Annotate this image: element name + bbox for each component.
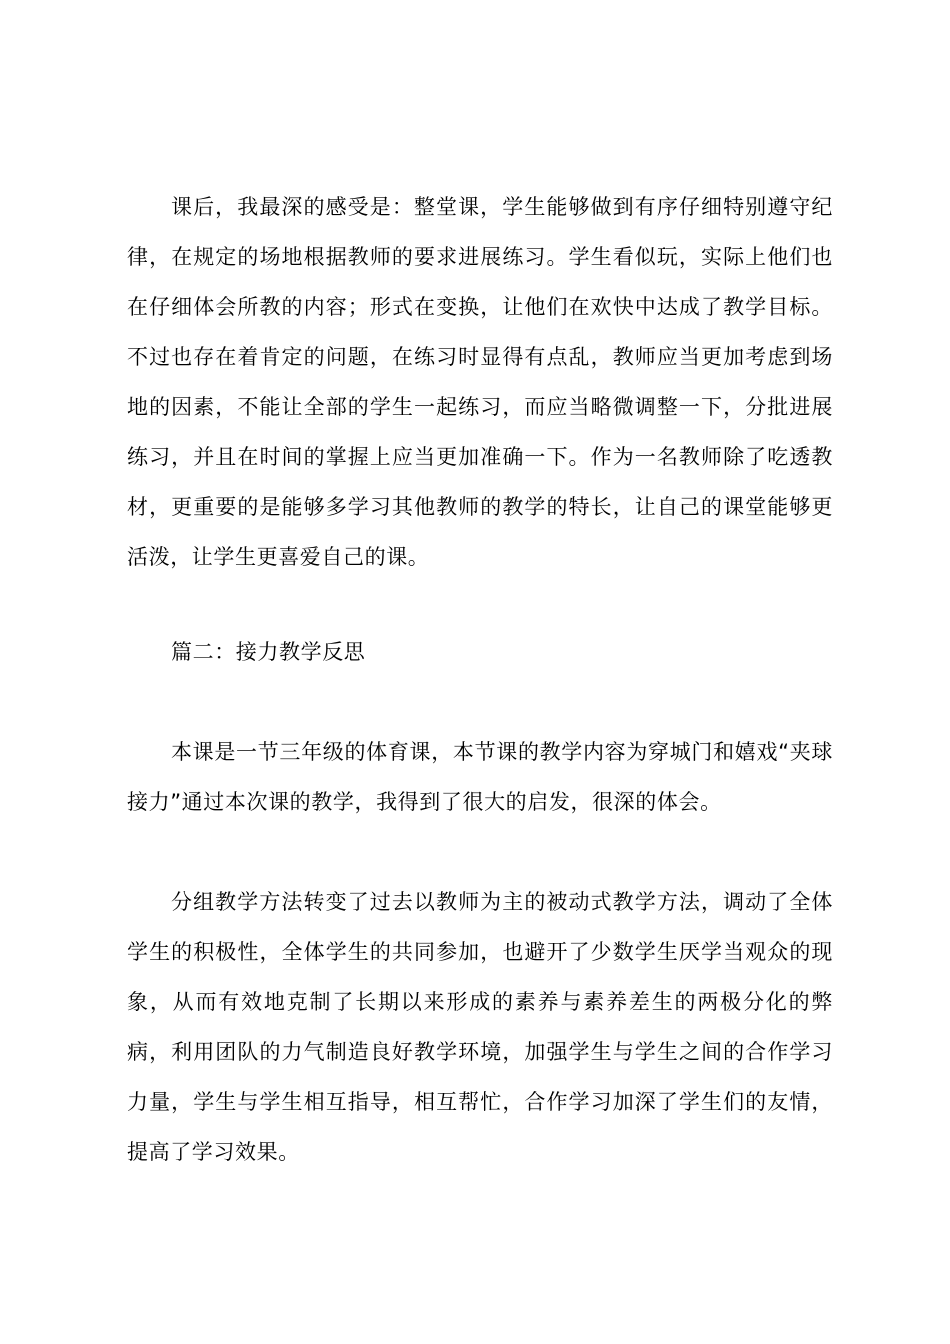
body-paragraph: 课后，我最深的感受是：整堂课，学生能够做到有序仔细特别遵守纪律，在规定的场地根据教师的要求进展练习。学生看似玩，实际上他们也在仔细体会所教的内容；形式在变换，让他们在欢快中达成了教学目标。不过也存在着肯定的问题，在练习时显得有点乱，教师应当更加考虑到场地的因素，不能让全部的学生一起练习，而应当略微调整一下，分批进展练习，并且在时间的掌握上应当更加准确一下。作为一名教师除了吃透教材，更重要的是能够多学习其他教师的教学的特长，让自己的课堂能够更活泼，让学生更喜爱自己的课。 [127,195,833,569]
body-paragraph: 本课是一节三年级的体育课，本节课的教学内容为穿城门和嬉戏“夹球接力”通过本次课的教学，我得到了很大的启发，很深的体会。 [127,740,833,814]
body-paragraph: 分组教学方法转变了过去以教师为主的被动式教学方法，调动了全体学生的积极性，全体学生的共同参加，也避开了少数学生厌学当观众的现象，从而有效地克制了长期以来形成的素养与素养差生的两极分化的弊病，利用团队的力气制造良好教学环境，加强学生与学生之间的合作学习力量，学生与学生相互指导，相互帮忙，合作学习加深了学生们的友情，提高了学习效果。 [127,890,833,1164]
section-heading: 篇二：接力教学反思 [171,640,366,664]
